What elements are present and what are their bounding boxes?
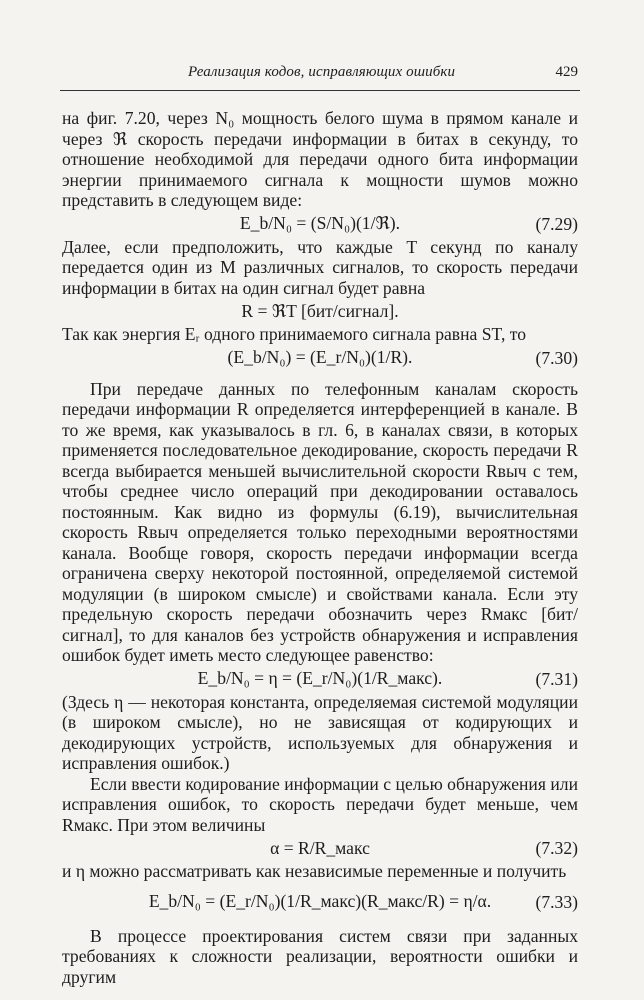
paragraph-5: (Здесь η — некоторая константа, определяемая системой модуляции (в широком смысле), но не зависящая от кодирующих и декодирующих устройств, используемых для обнаружения и исправления ошибок.) — [62, 691, 578, 773]
equation-7-33 — [62, 882, 578, 922]
equation-expression: R = ℜT [бит/сигнал]. — [241, 300, 399, 321]
page-body — [62, 108, 578, 987]
equation-expression: E_b/N₀ = η = (E_r/N₀)(1/R_макс). — [197, 668, 443, 689]
paragraph-2: Далее, если предположить, что каждые T секунд по каналу передается один из M различных сигналов, то скорость передачи информации в битах на один сигнал будет равна — [62, 236, 578, 298]
equation-7-32 — [62, 835, 578, 861]
equation-number: (7.32) — [535, 838, 578, 858]
equation-expression: α = R/R_макс — [270, 837, 370, 858]
equation-number: (7.29) — [535, 213, 578, 234]
equation-7-30 — [62, 345, 578, 371]
paragraph-8: В процессе проектирования систем связи при заданных требованиях к сложности реализации, вероятности ошибки и другим — [62, 925, 578, 987]
paragraph-7: и η можно рассматривать как независимые переменные и получить — [62, 861, 567, 881]
paragraph-4: При передаче данных по телефонным каналам скорость передачи информации R определяется интерференцией в канале. В то же время, как указывалось в гл. 6, в каналах связи, в которых применяется последовательное декодирование, скорость передачи R всегда выбирается меньшей вычислительной скорости Rвыч с тем, чтобы среднее число операций при декодировании оставалось постоянным. Как видно из формулы (6.19), вычислительная скорость Rвыч определяется только переходными вероятностями канала. Вообще говоря, скорость передачи информации всегда ограничена сверху некоторой постоянной, определяемой системой модуляции (в широком смысле) и свойствами канала. Если эту предельную скорость передачи обозначить через Rмакс [бит/сигнал], то для каналов без устройств обнаружения и исправления ошибок будет иметь место следующее равенство: — [62, 378, 578, 665]
running-head: Реализация кодов, исправляющих ошибки — [188, 64, 456, 80]
equation-number: (7.33) — [535, 891, 578, 912]
equation-expression: E_b/N₀ = (E_r/N₀)(1/R_макс)(R_макс/R) = η/α. — [148, 891, 492, 912]
equation-number: (7.30) — [535, 347, 578, 368]
equation-expression: (E_b/N₀) = (E_r/N₀)(1/R). — [227, 347, 413, 368]
equation-7-29 — [62, 211, 578, 237]
equation-7-31 — [62, 666, 578, 692]
equation-number: (7.31) — [535, 668, 578, 689]
paragraph-6: Если ввести кодирование информации с целью обнаружения или исправления ошибок, то скорость передачи будет меньше, чем Rмакс. При этом величины — [62, 773, 578, 835]
page-number: 429 — [555, 64, 578, 80]
paragraph-3: Так как энергия Eᵣ одного принимаемого сигнала равна ST, то — [62, 324, 527, 344]
page-header — [60, 56, 580, 91]
paragraph-1: на фиг. 7.20, через N₀ мощность белого шума в прямом канале и через ℜ скорость передачи информации в битах в секунду, то отношение необходимой для передачи одного бита информации энергии принимаемого сигнала к мощности шумов можно представить в следующем виде: — [62, 108, 578, 210]
equation-r-definition — [62, 298, 578, 324]
equation-expression: E_b/N₀ = (S/N₀)(1/ℜ). — [239, 213, 401, 234]
